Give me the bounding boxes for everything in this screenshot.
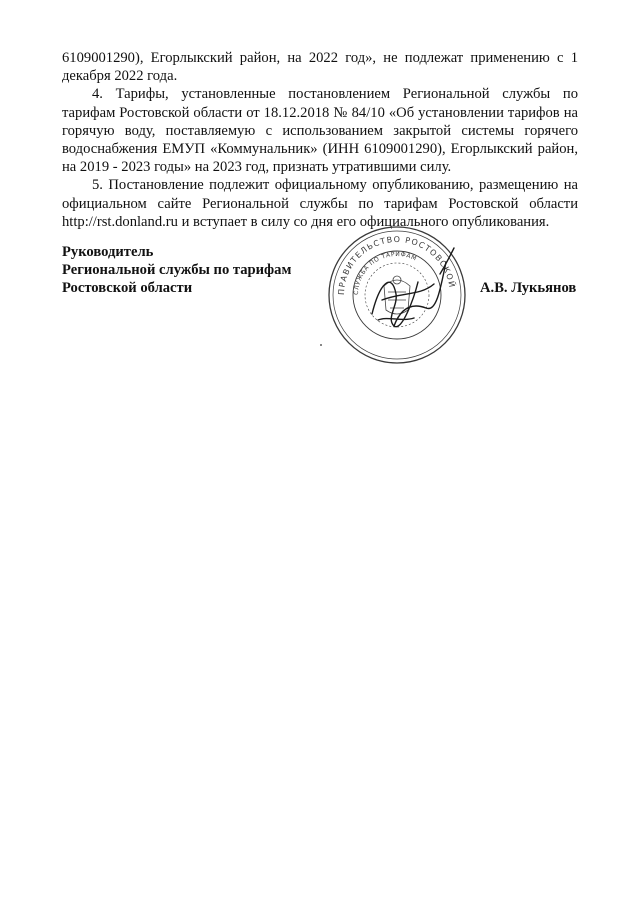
document-body <box>62 49 578 231</box>
paragraph-continuation: 6109001290), Егорлыкский район, на 2022 год», не подлежат применению с 1 декабря 2022 года. <box>62 50 578 85</box>
scan-speck <box>320 344 322 346</box>
paragraph-item-4: 4. Тарифы, установленные постановлением Региональной службы по тарифам Ростовской области от 18.12.2018 № 84/10 «Об установлении тарифов на горячую воду, поставляемую с использованием закрытой системы горячего водоснабжения ЕМУП «Коммунальник» (ИНН 6109001290), Егорлыкский район, на 2019 - 2023 годы» на 2023 год, признать утратившими силу. <box>62 86 578 176</box>
paragraph-item-5: 5. Постановление подлежит официальному опубликованию, размещению на официальном сайте Региональной службы по тарифам Ростовской области http://rst.donland.ru и вступает в силу со дня его официального опубликования. <box>62 177 578 230</box>
seal-outer-text: ПРАВИТЕЛЬСТВО РОСТОВСКОЙ <box>336 234 457 296</box>
official-seal <box>322 222 472 368</box>
signatory-position <box>62 243 291 298</box>
signatory-position-line-2: Региональной службы по тарифам <box>62 262 292 279</box>
signatory-position-line-3: Ростовской области <box>62 280 193 297</box>
seal-inner-text: СЛУЖБА ПО ТАРИФАМ <box>352 250 418 296</box>
signatory-name: А.В. Лукьянов <box>480 280 577 296</box>
signatory-position-line-1: Руководитель <box>62 244 154 260</box>
